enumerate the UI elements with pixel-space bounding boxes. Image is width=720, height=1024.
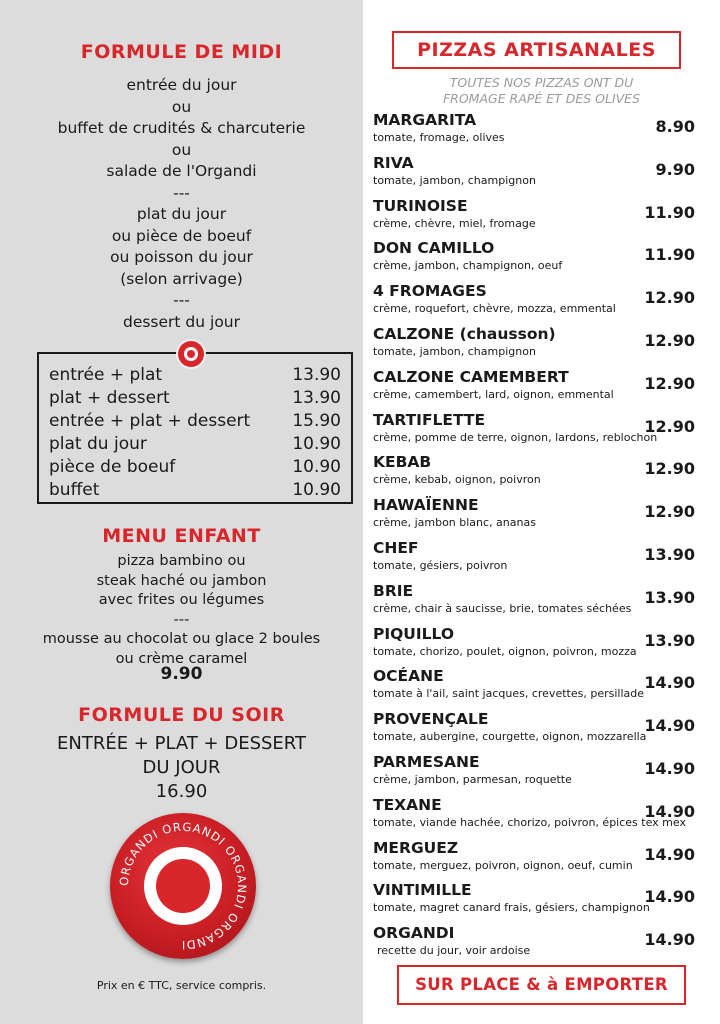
pizza-ingredients: tomate, viande hachée, chorizo, poivron, épices tex mex: [373, 815, 686, 829]
pizza-item: [373, 625, 695, 667]
midi-line: entrée du jour: [126, 76, 237, 94]
pizza-name: PIQUILLO: [373, 624, 455, 643]
enfant-line: ---: [173, 611, 190, 628]
midi-line: ou: [171, 140, 192, 159]
pizzas-subtitle: [363, 75, 720, 107]
midi-line: buffet de crudités & charcuterie: [57, 119, 306, 137]
enfant-line: pizza bambino ou: [117, 553, 246, 569]
pizza-name: DON CAMILLO: [373, 239, 495, 258]
pizza-price: 13.90: [644, 587, 695, 607]
pizza-name: RIVA: [373, 153, 414, 172]
pizza-ingredients: tomate, fromage, olives: [373, 131, 505, 144]
pizza-ingredients: crème, chair à saucisse, brie, tomates séchées: [373, 601, 632, 615]
pizza-ingredients: tomate, gésiers, poivron: [373, 559, 508, 572]
formule-midi-price-box: [37, 352, 353, 504]
price-label: pièce de boeuf: [49, 457, 176, 477]
formule-midi-lines: [0, 75, 363, 333]
midi-line: (selon arrivage): [120, 269, 243, 288]
pizza-item: [373, 154, 695, 196]
subtitle-line: TOUTES NOS PIZZAS ONT DU: [449, 75, 634, 90]
pizza-ingredients: crème, chèvre, miel, fromage: [373, 216, 536, 230]
pizza-price: 12.90: [644, 459, 695, 479]
pizza-name: OCÉANE: [373, 667, 444, 686]
pizza-item: [373, 239, 695, 281]
pizza-price: 14.90: [644, 887, 695, 907]
pizza-price: 12.90: [644, 331, 695, 350]
midi-line: salade de l'Organdi: [106, 162, 257, 180]
price-row: [49, 433, 341, 456]
pizza-ingredients: tomate, merguez, poivron, oignon, oeuf, cumin: [373, 858, 633, 872]
price-value: 13.90: [292, 388, 341, 408]
pizza-name: KEBAB: [373, 453, 432, 472]
enfant-line: steak haché ou jambon: [96, 572, 267, 589]
organdi-logo-icon: [110, 813, 256, 959]
soir-line: ENTRÉE + PLAT + DESSERT: [57, 733, 306, 754]
pizza-ingredients: crème, kebab, oignon, poivron: [373, 473, 541, 487]
formule-midi-title: FORMULE DE MIDI: [80, 41, 283, 63]
price-value: 13.90: [292, 365, 341, 385]
pizza-item: [373, 667, 695, 709]
pizza-name: BRIE: [373, 581, 414, 600]
pizza-item: [373, 839, 695, 881]
pizza-ingredients: crème, jambon, champignon, oeuf: [373, 259, 563, 273]
midi-line: plat du jour: [136, 205, 227, 223]
pizza-price: 13.90: [644, 630, 695, 650]
soir-price: 16.90: [155, 781, 208, 802]
pizza-price: 8.90: [655, 117, 695, 136]
pizza-price: 14.90: [644, 716, 695, 736]
pizza-price: 12.90: [644, 288, 695, 308]
pizza-price: 12.90: [644, 416, 695, 436]
midi-line: ou: [171, 97, 192, 116]
pizza-ingredients: crème, pomme de terre, oignon, lardons, reblochon: [373, 430, 658, 444]
pizza-name: PARMESANE: [373, 753, 480, 771]
pizza-name: MERGUEZ: [373, 838, 459, 857]
logo-text: ORGANDI ORGANDI ORGANDI ORGANDI: [116, 819, 250, 953]
pizza-item: [373, 582, 695, 624]
pizza-name: TURINOISE: [373, 196, 468, 215]
pizza-ingredients: tomate, magret canard frais, gésiers, champignon: [373, 901, 650, 915]
price-label: plat du jour: [49, 434, 147, 454]
pizza-name: CALZONE CAMEMBERT: [373, 367, 569, 386]
pizza-ingredients: recette du jour, voir ardoise: [377, 944, 531, 958]
pizzas-title: PIZZAS ARTISANALES: [392, 31, 681, 69]
pizza-ingredients: crème, camembert, lard, oignon, emmental: [373, 387, 614, 401]
pizza-ingredients: tomate, aubergine, courgette, oignon, mozzarella: [373, 730, 647, 744]
pizza-price: 14.90: [644, 673, 695, 693]
pizza-item: [373, 197, 695, 239]
pizza-name: ORGANDI: [373, 924, 455, 943]
pizza-ingredients: tomate, jambon, champignon: [373, 345, 536, 358]
price-row: [49, 364, 341, 387]
midi-line: ou poisson du jour: [110, 248, 253, 266]
pizza-name: TARTIFLETTE: [373, 410, 486, 429]
menu-enfant-price: 9.90: [160, 664, 203, 684]
price-label: entrée + plat + dessert: [49, 411, 251, 431]
midi-line: ---: [173, 291, 190, 309]
pizza-item: [373, 796, 695, 838]
pizza-item: [373, 710, 695, 752]
pizza-ingredients: crème, roquefort, chèvre, mozza, emmental: [373, 302, 616, 316]
price-label: plat + dessert: [49, 388, 170, 408]
menu-enfant-lines: [0, 552, 363, 669]
formule-soir-title: FORMULE DU SOIR: [78, 704, 285, 726]
pizza-item: [373, 368, 695, 410]
pizza-item: [373, 453, 695, 495]
pizza-price: 12.90: [644, 373, 695, 393]
pizza-item: [373, 325, 695, 367]
pizza-price: 14.90: [644, 801, 695, 821]
price-row: [49, 456, 341, 479]
pizza-item: [373, 753, 695, 795]
price-row: [49, 410, 341, 433]
logo-core: [156, 859, 210, 913]
pizza-name: HAWAÏENNE: [373, 496, 479, 515]
price-label: entrée + plat: [49, 365, 163, 385]
enfant-line: ou crème caramel: [115, 650, 248, 667]
pizza-price: 11.90: [644, 202, 695, 222]
pizza-item: [373, 539, 695, 581]
pizza-item: [373, 924, 695, 966]
organdi-logo-small-icon: [178, 341, 204, 367]
midi-line: dessert du jour: [122, 312, 240, 331]
pizza-name: PROVENÇALE: [373, 710, 489, 729]
pizza-name: CHEF: [373, 539, 419, 557]
menu-enfant-title: MENU ENFANT: [102, 525, 261, 547]
pizza-ingredients: tomate, jambon, champignon: [373, 173, 536, 187]
pizza-price: 9.90: [655, 159, 695, 179]
pizza-name: 4 FROMAGES: [373, 282, 487, 301]
pizza-price: 14.90: [644, 759, 695, 778]
pizza-item: [373, 496, 695, 538]
formule-soir-lines: [0, 732, 363, 804]
pizza-price: 11.90: [644, 245, 695, 265]
pizza-ingredients: tomate à l'ail, saint jacques, crevettes, persillade: [373, 687, 644, 701]
pizza-item: [373, 411, 695, 453]
midi-line: ou pièce de boeuf: [111, 226, 252, 245]
pizza-name: VINTIMILLE: [373, 881, 472, 900]
pizza-name: CALZONE (chausson): [373, 325, 556, 343]
price-row: [49, 387, 341, 410]
price-row: [49, 479, 341, 502]
price-label: buffet: [49, 480, 100, 500]
pizza-price: 13.90: [644, 545, 695, 564]
pizza-name: TEXANE: [373, 795, 442, 814]
pizza-ingredients: crème, jambon blanc, ananas: [373, 516, 536, 530]
footnote: Prix en € TTC, service compris.: [96, 979, 267, 992]
midi-line: ---: [173, 183, 190, 202]
footer-banner: SUR PLACE & à EMPORTER: [397, 965, 686, 1005]
pizza-item: [373, 881, 695, 923]
soir-line: DU JOUR: [142, 757, 221, 778]
enfant-line: avec frites ou légumes: [98, 592, 265, 608]
price-value: 10.90: [292, 480, 341, 500]
pizza-ingredients: tomate, chorizo, poulet, oignon, poivron, mozza: [373, 644, 637, 658]
price-value: 10.90: [292, 434, 341, 454]
pizza-price: 14.90: [644, 844, 695, 864]
pizza-name: MARGARITA: [373, 111, 477, 129]
price-value: 10.90: [292, 457, 341, 477]
pizza-price: 14.90: [644, 930, 695, 950]
pizza-item: [373, 111, 695, 153]
pizza-ingredients: crème, jambon, parmesan, roquette: [373, 773, 572, 786]
price-value: 15.90: [292, 411, 341, 431]
subtitle-line: FROMAGE RAPÉ ET DES OLIVES: [442, 91, 641, 106]
pizza-item: [373, 282, 695, 324]
enfant-line: mousse au chocolat ou glace 2 boules: [42, 631, 321, 647]
pizza-price: 12.90: [644, 502, 695, 522]
